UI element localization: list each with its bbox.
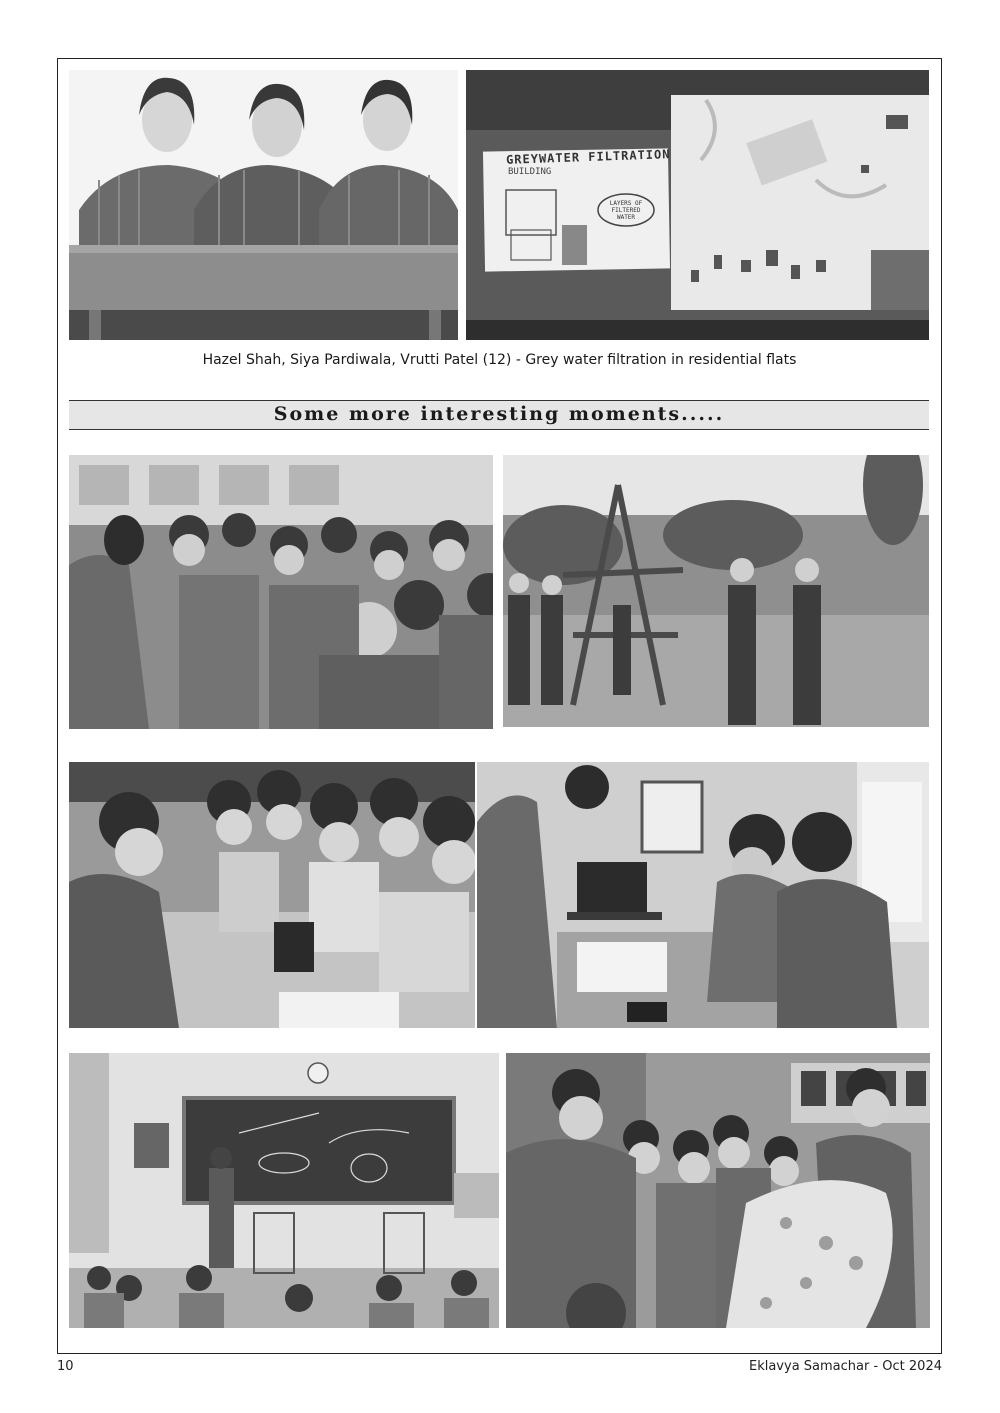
page-number: 10 xyxy=(57,1359,74,1374)
students-portrait-photo xyxy=(69,70,458,340)
chart-bubble-text: LAYERS OF FILTERED WATER xyxy=(609,200,643,221)
publication-footer: Eklavya Samachar - Oct 2024 xyxy=(748,1359,942,1374)
cloth-demo-photo xyxy=(506,1053,930,1328)
chart-heading: GREYWATER FILTRATION xyxy=(505,147,671,167)
section-title: Some more interesting moments..... xyxy=(69,400,929,430)
bamboo-structure-photo xyxy=(503,455,929,727)
crowd-demo-photo xyxy=(69,455,493,729)
blackboard-class-photo xyxy=(69,1053,499,1328)
photo-caption: Hazel Shah, Siya Pardiwala, Vrutti Patel (12) - Grey water filtration in residential flats xyxy=(202,352,797,368)
laptop-demo-photo xyxy=(477,762,929,1028)
kids-table-photo xyxy=(69,762,475,1028)
greywater-model-photo xyxy=(466,70,929,340)
chart-label: BUILDING xyxy=(508,167,552,177)
